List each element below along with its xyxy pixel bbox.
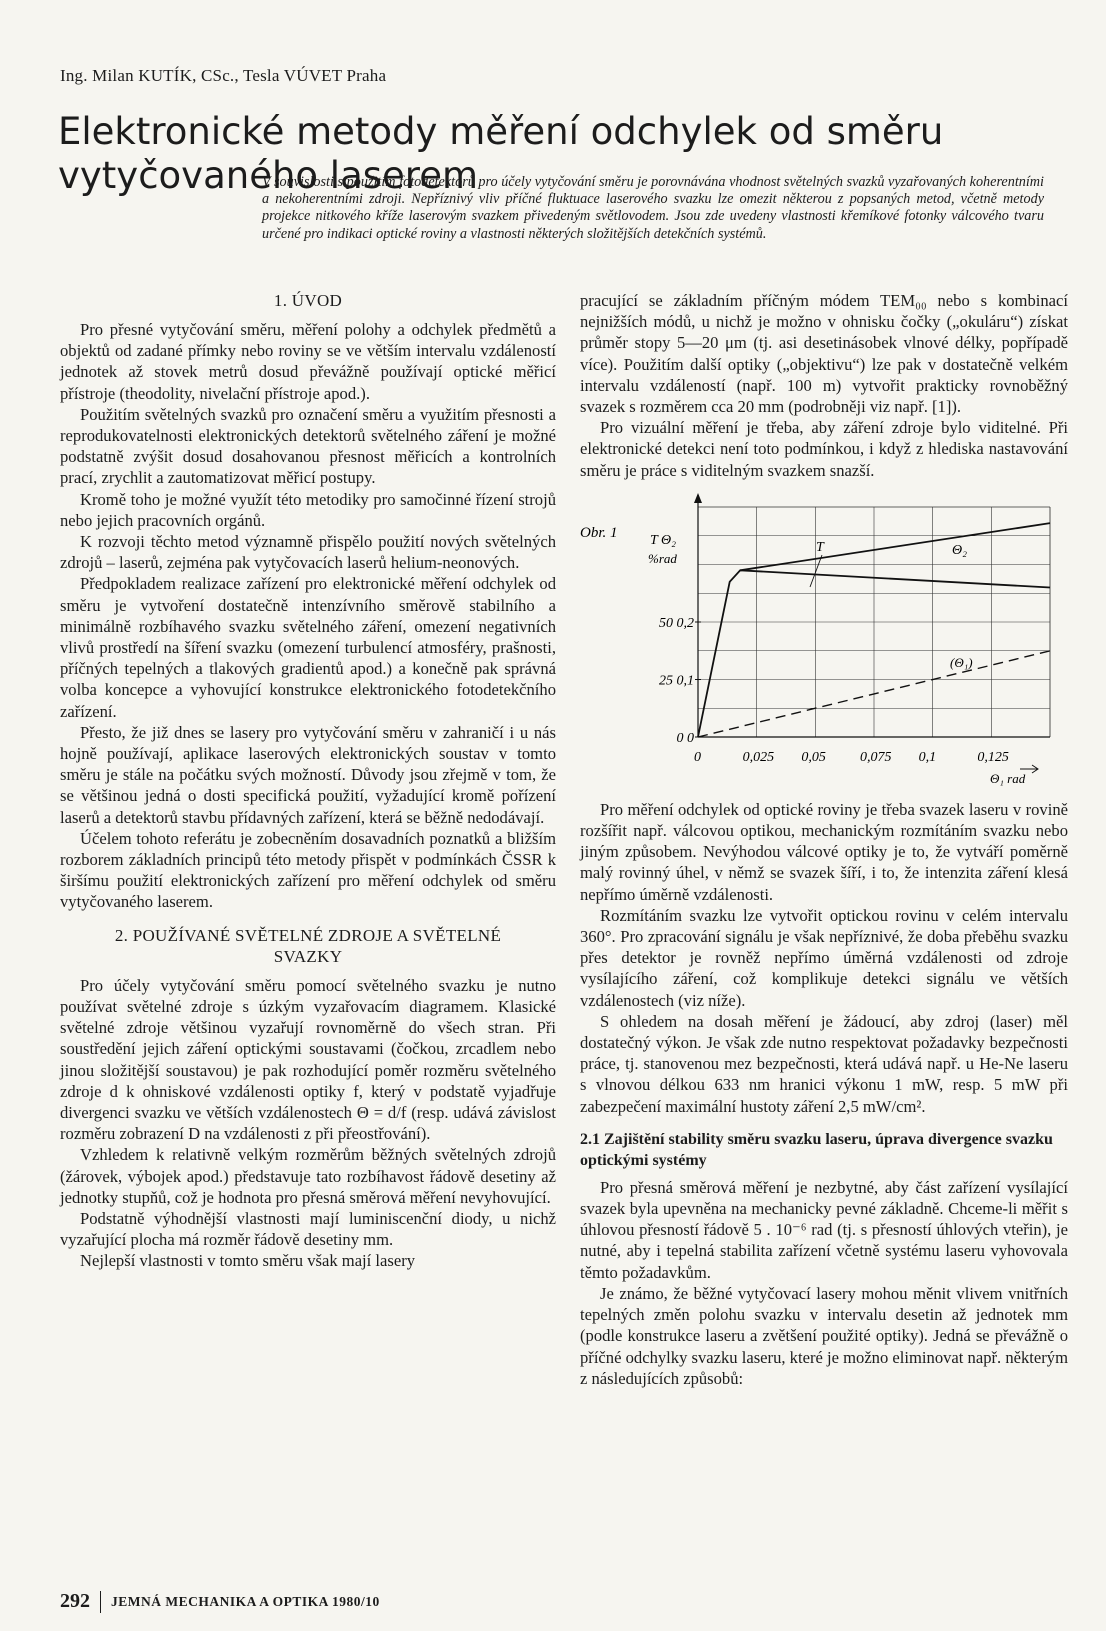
- journal-name: JEMNÁ MECHANIKA A OPTIKA 1980/10: [111, 1593, 380, 1609]
- paragraph: Pro účely vytyčování směru pomocí světelného svazku je nutno používat světelné zdroje s úzkým vyzařovacím diagramem. Klasické světelné zdroje většinou vyzařují rovnoměrně do všech stran. Při soustředění jejich záření optickými soustavami (čočkou, zrcadlem nebo jinou složitější soustavou) je pak rozhodující poměr rozměru světelného zdroje d k ohniskové vzdálenosti optiky f, který v podstatě vyjadřuje divergenci svazku ve větších vzdálenostech Θ = d/f (resp. udává závislost rozměru zobrazení D na vzdálenosti z při přeostřování).: [60, 975, 556, 1144]
- curve-label-theta1: (Θ₁): [950, 654, 973, 670]
- right-column: [580, 290, 1068, 1389]
- paragraph: Přesto, že již dnes se lasery pro vytyčování směru v zahraničí i u nás hojně používají, aplikace laserových elektronických soustav v tomto směru je stále na počátku svých možností. Důvody jsou zřejmě v tom, že se většinou jedná o dosti specifická použití, vyžadující kromě pořízení laserů a detektorů stavbu přídavných zařízení, která se běžně nedodávají.: [60, 722, 556, 827]
- section-heading-2-line2: SVAZKY: [273, 946, 343, 966]
- footer-divider: [100, 1591, 101, 1613]
- paragraph: S ohledem na dosah měření je žádoucí, aby zdroj (laser) měl dostatečný výkon. Je však zde nutno respektovat požadavky bezpečnosti práce, tj. stanovenou mez bezpečnosti, která udává např. u He-Ne laseru s vlnovou délkou 633 nm hranici výkonu 1 mW, resp. 5 mW při zabezpečení maximální hustoty záření 2,5 mW/cm².: [580, 1011, 1068, 1116]
- y-axis-label-2: %rad: [648, 550, 677, 566]
- x-tick-label: 0,025: [742, 749, 775, 765]
- section-2-body: [60, 975, 556, 1272]
- y-axis-label-1: T Θ₂: [650, 532, 677, 548]
- x-tick-label: 0,125: [977, 749, 1009, 765]
- series-line-1: [740, 523, 1050, 570]
- subsection-heading-2-1: 2.1 Zajištění stability směru svazku laseru, úprava divergence svazku optickými systémy: [580, 1130, 1053, 1169]
- y-tick-label: 50 0,2: [659, 615, 694, 631]
- section-heading-2-line1: 2. POUŽÍVANÉ SVĚTELNÉ ZDROJE A SVĚTELNÉ: [114, 925, 502, 945]
- chart-tick-labels: [659, 616, 1009, 765]
- paragraph: Účelem tohoto referátu je zobecněním dosavadních poznatků a bližším rozborem základních principů této metody přispět v podmínkách ČSSR k širšímu použití elektronických zařízení pro měření odchylek od směru vytyčovaného laserem.: [60, 828, 556, 912]
- chart-axes: [694, 493, 1050, 773]
- abstract: V souvislosti s použitím fotodetektorů pro účely vytyčování směru je porovnávána vhodnost světelných svazků vyzařovaných koherentními a nekoherentními zdroji. Nepříznivý vliv příčné fluktuace laserového svazku lze omezit některou z popsaných metod, včetně metody projekce nitkového kříže laserovým svazkem přivedeným světlovodem. Jsou zde uvedeny vlastnosti křemíkové fotonky válcového tvaru určené pro indikaci optické roviny a vlastnosti některých složitějších detekčních systémů.: [262, 174, 1044, 242]
- figure-1: [580, 489, 1068, 789]
- x-tick-label: 0,075: [860, 749, 892, 765]
- subsection-2-1-body: [580, 1177, 1068, 1389]
- paragraph: Předpokladem realizace zařízení pro elektronické měření odchylek od směru je vytvoření dostatečně intenzívního směrově stabilního a minimálně rozbíhavého svazku světelného záření, omezení negativních vlivů prostředí na šíření svazku (omezení turbulencí atmosféry, prašnosti, příčných tepelných a tlakových gradientů apod.) a konečně pak správná volba koncepce a vyhovující konstrukce elektronického fotodetekčního zařízení.: [60, 574, 556, 721]
- x-tick-label: 0: [694, 749, 701, 765]
- figure-1-chart: [580, 489, 1068, 789]
- page-number: 292: [60, 1590, 90, 1612]
- paragraph: Nejlepší vlastnosti v tomto směru však mají lasery: [80, 1251, 416, 1271]
- paragraph: Pro přesná směrová měření je nezbytné, aby část zařízení vysílající svazek byla upevněna na mechanicky pevné základně. Chceme-li měřit s úhlovou přesností řádově 5 . 10⁻⁶ rad (tj. s přesností úhlových vteřin), je nutné, aby i tepelná stabilita zařízení včetně systému laseru vyhovovala těmto požadavkům.: [580, 1177, 1068, 1282]
- y-axis-arrow: [694, 493, 702, 503]
- y-tick-label: 0 0: [676, 730, 694, 746]
- paragraph: Vzhledem k relativně velkým rozměrům běžných světelných zdrojů (žárovek, výbojek apod.) představuje tato rozbíhavost řádově desetiny až jednotky stupňů, což je hodnota pro přesná směrová měření nevyhovující.: [60, 1145, 556, 1207]
- paragraph: Pro vizuální měření je třeba, aby záření zdroje bylo viditelné. Při elektronické detekci není toto podmínkou, i když z hlediska nastavování směru je práce s viditelným svazkem snazší.: [580, 418, 1068, 480]
- figure-label: Obr. 1: [580, 524, 618, 541]
- section-heading-1: 1. ÚVOD: [273, 291, 343, 310]
- section-1-body: [60, 319, 556, 913]
- paragraph: pracující se základním příčným módem TEM₀₀ nebo s kombinací nejnižších módů, u nichž je možno v ohnisku čočky („okuláru“) získat průměr stopy 5—20 μm (tj. asi desetinásobek vlnové délky, popřípadě více). Použitím další optiky („objektivu“) lze pak v dostatečně velkém intervalu vzdáleností (např. 100 m) vytvořit prakticky rovnoběžný svazek s rozměrem cca 20 mm (podrobněji viz např. [1]).: [580, 291, 1068, 417]
- paragraph: Pro měření odchylek od optické roviny je třeba svazek laseru v rovině rozšířit např. válcovou optikou, mechanickým rozmítáním svazku nebo jiným způsobem. Nevýhodou válcové optiky je to, že vytváří poměrně malý rovinný úhel, v němž se svazek šíří, i to, že intenzita záření klesá nepřímo úměrně vzdálenosti.: [580, 799, 1068, 904]
- curve-label-T: T: [816, 539, 824, 555]
- right-column-body-a: [580, 290, 1068, 481]
- x-axis-label: Θ₁ rad: [990, 770, 1026, 786]
- section-heading-2: [60, 925, 556, 967]
- x-tick-label: 0,05: [801, 749, 826, 765]
- paragraph: Podstatně výhodnější vlastnosti mají luminiscenční diody, u nichž vyzařující plocha má rozměr řádově desetiny mm.: [60, 1208, 556, 1250]
- page-footer: [60, 1590, 380, 1613]
- y-tick-label: 25 0,1: [659, 673, 694, 689]
- left-column: [60, 290, 556, 1272]
- paragraph: Pro přesné vytyčování směru, měření polohy a odchylek předmětů a objektů od zadané přímky nebo roviny se ve větším intervalu vzdáleností jednotek až stovek metrů dosud převážně používají optické měřicí přístroje (theodolity, nivelační přístroje apod.).: [60, 320, 556, 403]
- chart-grid: [698, 507, 1050, 737]
- right-column-body-b: [580, 799, 1068, 1117]
- x-tick-label: 0,1: [918, 749, 937, 765]
- article-title: Elektronické metody měření odchylek od směru vytyčovaného laserem: [58, 110, 944, 197]
- paragraph: Je známo, že běžné vytyčovací lasery mohou měnit vlivem vnitřních tepelných změn polohu svazku v intervalu desetin až jednotek mm (podle konstrukce laseru a zvětšení použité optiky). Jedná se převážně o příčné odchylky svazku laseru, které je možno eliminovat např. některým z následujících způsobů:: [580, 1283, 1068, 1388]
- paragraph: Rozmítáním svazku lze vytvořit optickou rovinu v celém intervalu 360°. Pro zpracování signálu je však nepříznivé, že doba přeběhu svazku přes detektor je rovněž nepřímo úměrná vzdálenosti od zdroje vysílajícího záření, což komplikuje detekci signálu ve větších vzdálenostech (viz níže).: [580, 905, 1068, 1010]
- curve-label-theta2: Θ₂: [952, 542, 967, 558]
- paragraph: K rozvoji těchto metod významně přispělo použití nových světelných zdrojů – laserů, zejména pak vytyčovacích laserů helium-neonových.: [60, 532, 556, 573]
- paragraph: Kromě toho je možné využít této metodiky pro samočinné řízení strojů nebo jejich pracovních orgánů.: [60, 489, 556, 530]
- author-line: Ing. Milan KUTÍK, CSc., Tesla VÚVET Praha: [60, 66, 387, 85]
- paragraph: Použitím světelných svazků pro označení směru a využitím přesnosti a reprodukovatelnosti elektronických detektorů světelného záření je možné podstatně zvýšit dosud dosahovanou přesnost měřicích a kontrolních prací, zrychlit a zautomatizovat měřicí postupy.: [60, 404, 556, 488]
